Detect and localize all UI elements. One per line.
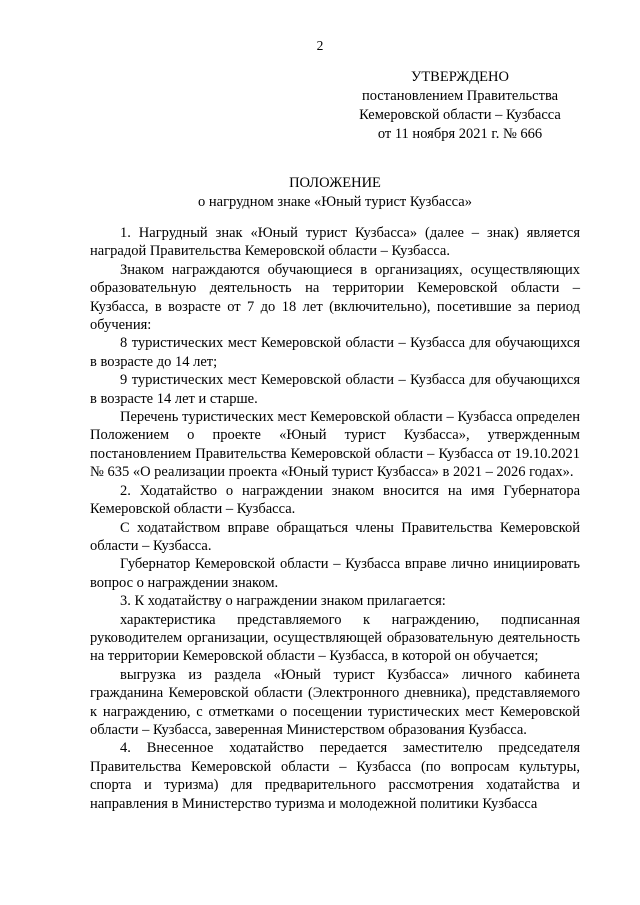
page-number: 2: [316, 38, 324, 53]
document-subtitle: о нагрудном знаке «Юный турист Кузбасса»: [198, 194, 472, 210]
document-body: [90, 224, 580, 813]
paragraph: 4. Внесенное ходатайство передается заместителю председателя Правительства Кемеровской области – Кузбасса (по вопросам культуры, спорта и туризма) для предварительного рассмотрения ходатайства и направления в Министерство туризма и молодежной политики Кузбасса: [90, 740, 580, 812]
approval-date: от 11 ноября 2021 г. № 666: [377, 126, 543, 142]
approval-stamp: [340, 68, 580, 144]
paragraph: С ходатайством вправе обращаться члены Правительства Кемеровской области – Кузбасса.: [90, 519, 580, 554]
paragraph: Знаком награждаются обучающиеся в организациях, осуществляющих образовательную деятельность на территории Кемеровской области – Кузбасса, в возрасте от 7 до 18 лет (включительно), посетившие за период обучения:: [90, 261, 580, 334]
paragraph: 9 туристических мест Кемеровской области – Кузбасса для обучающихся в возрасте 14 лет и старше.: [90, 372, 580, 407]
paragraph: 2. Ходатайство о награждении знаком вносится на имя Губернатора Кемеровской области – Кузбасса.: [90, 482, 580, 518]
paragraph: выгрузка из раздела «Юный турист Кузбасса» личного кабинета гражданина Кемеровской области (Электронного дневника), представляемого к награждению, с отметками о посещении туристических мест Кемеровской области – Кузбасса, заверенная Министерством образования Кузбасса.: [90, 666, 580, 738]
paragraph: Перечень туристических мест Кемеровской области – Кузбасса определен Положением о проекте «Юный турист Кузбасса», утвержденным постановлением Правительства Кемеровской области – Кузбасса от 19.10.2021 № 635 «О реализации проекта «Юный турист Кузбасса» в 2021 – 2026 годах».: [90, 409, 580, 481]
paragraph: Губернатор Кемеровской области – Кузбасса вправе лично инициировать вопрос о награждении знаком.: [90, 556, 580, 591]
document-heading: [90, 174, 580, 212]
paragraph: 1. Нагрудный знак «Юный турист Кузбасса» (далее – знак) является наградой Правительства Кемеровской области – Кузбасса.: [90, 225, 580, 260]
paragraph: 8 туристических мест Кемеровской области – Кузбасса для обучающихся в возрасте до 14 лет;: [90, 335, 580, 370]
approval-line: постановлением Правительства: [361, 88, 559, 104]
approval-title: УТВЕРЖДЕНО: [411, 69, 509, 85]
paragraph: характеристика представляемого к награждению, подписанная руководителем организации, осуществляющей образовательную деятельность на территории Кемеровской области – Кузбасса, в которой он обучается;: [90, 611, 580, 665]
paragraph: 3. К ходатайству о награждении знаком прилагается:: [120, 593, 446, 610]
document-title: ПОЛОЖЕНИЕ: [289, 175, 381, 191]
approval-line: Кемеровской области – Кузбасса: [359, 107, 561, 123]
